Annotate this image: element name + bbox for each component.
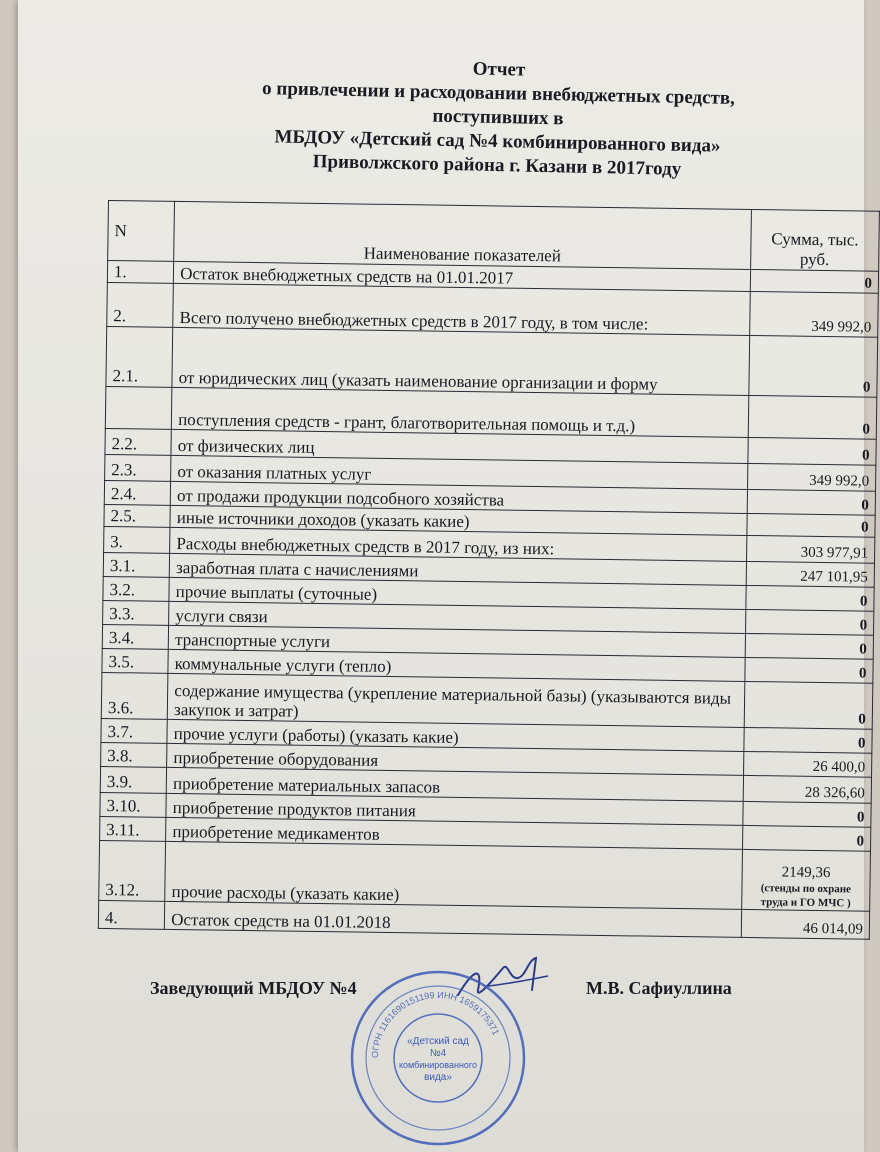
row-number: 4.: [98, 900, 165, 929]
title-line-1: Отчет: [472, 58, 526, 81]
seal-text-4: вида»: [424, 1072, 452, 1083]
row-number: 3.4.: [102, 624, 169, 649]
seal-text-1: «Детский сад: [407, 1036, 469, 1047]
row-amount: 0: [745, 657, 873, 683]
row-amount: 247 101,95: [746, 561, 874, 587]
table-header-row: [108, 201, 880, 272]
row-amount: [742, 849, 871, 911]
row-indicator-name: иные источники доходов (указать какие): [170, 505, 747, 535]
row-indicator-name: Остаток средств на 01.01.2018: [165, 901, 742, 937]
row-number: 3.3.: [103, 600, 170, 625]
row-amount: 0: [745, 609, 873, 635]
header-sum: Сумма, тыс. руб.: [750, 209, 879, 271]
row-amount: 0: [747, 489, 875, 515]
row-amount: 28 326,60: [743, 775, 872, 803]
row-amount: 0: [747, 513, 875, 537]
row-indicator-name: услуги связи: [169, 601, 746, 633]
row-amount: 0: [750, 269, 878, 293]
title-line-3: поступивших в: [432, 105, 564, 130]
row-number: 2.5.: [104, 504, 171, 527]
row-amount: 46 014,09: [741, 909, 870, 939]
seal-text-3: комбинированного: [398, 1060, 478, 1070]
row-amount: 303 977,91: [746, 535, 875, 563]
row-indicator-name: Остаток внебюджетных средств на 01.01.2017: [174, 261, 751, 291]
document-page: [18, 0, 873, 1152]
title-line-5: Приволжского района г. Казани в 2017году: [312, 151, 682, 180]
row-number: 3.: [104, 526, 171, 553]
row-indicator-name: Расходы внебюджетных средств в 2017 году, из них:: [170, 527, 747, 561]
row-amount: 0: [748, 395, 877, 439]
row-indicator-name: прочие услуги (работы) (указать какие): [167, 719, 744, 751]
row-number: 3.5.: [102, 648, 169, 673]
title-line-2: о привлечении и расходовании внебюджетных средств,: [261, 78, 736, 109]
row-indicator-name: приобретение продуктов питания: [166, 793, 743, 825]
row-number: 3.8.: [101, 742, 168, 767]
row-indicator-name: приобретение оборудования: [167, 743, 744, 775]
signatory-position: Заведующий МБДОУ №4: [150, 978, 357, 998]
row-amount: 0: [744, 727, 872, 753]
row-number: 3.11.: [100, 816, 167, 841]
row-amount: 0: [746, 585, 874, 611]
header-name: Наименование показателей: [174, 201, 751, 269]
row-amount: 0: [742, 825, 870, 851]
row-indicator-name: от физических лиц: [171, 429, 748, 463]
row-number: 3.6.: [101, 672, 168, 719]
row-number: 3.10.: [100, 792, 167, 817]
row-amount: 349 992,0: [747, 463, 876, 491]
row-number: [105, 386, 172, 429]
row-indicator-name: приобретение медикаментов: [166, 817, 743, 849]
row-number: 2.2.: [105, 428, 172, 455]
row-indicator-name: транспортные услуги: [168, 625, 745, 657]
row-amount: 0: [748, 437, 877, 465]
table-row: [99, 840, 871, 911]
row-indicator-name: от продажи продукции подсобного хозяйства: [170, 481, 747, 513]
row-number: 2.4.: [104, 480, 171, 505]
row-indicator-name: от оказания платных услуг: [171, 455, 748, 489]
row-number: 2.3.: [105, 454, 172, 481]
report-table: [98, 200, 880, 940]
row-amount: 0: [743, 801, 871, 827]
table-row: [106, 326, 878, 397]
row-number: 3.9.: [100, 766, 167, 793]
row-amount-note: (стенды по охране труда и ГО МЧС ): [760, 882, 852, 910]
official-seal: [348, 968, 528, 1148]
seal-ring-text: ОГРН 1161690151199 ИНН 1659175371: [369, 989, 502, 1059]
row-amount: 0: [749, 335, 878, 397]
row-indicator-name: приобретение материальных запасов: [166, 767, 743, 801]
row-indicator-name: заработная плата с начислениями: [169, 553, 746, 585]
row-indicator-name: коммунальные услуги (тепло): [168, 649, 745, 681]
row-indicator-name: прочие выплаты (суточные): [169, 577, 746, 609]
row-number: 3.7.: [101, 718, 168, 743]
row-number: 3.1.: [103, 552, 170, 577]
row-amount: 349 992,0: [750, 291, 879, 337]
row-amount: 0: [744, 681, 873, 729]
row-number: 3.12.: [99, 840, 166, 901]
row-number: 3.2.: [103, 576, 170, 601]
row-number: 2.1.: [106, 326, 173, 387]
row-indicator-name: поступления средств - грант, благотворительная помощь и т.д.): [172, 387, 749, 437]
row-indicator-name: содержание имущества (укрепление материальной базы) (указываются виды закупок и затрат): [167, 673, 744, 727]
header-num: N: [108, 201, 175, 262]
row-indicator-name: от юридических лиц (указать наименование организации и форму: [172, 327, 749, 395]
title-line-4: МБДОУ «Детский сад №4 комбинированного вида»: [274, 126, 721, 157]
row-indicator-name: прочие расходы (указать какие): [165, 841, 742, 909]
row-number: 2.: [107, 282, 174, 327]
row-indicator-name: Всего получено внебюджетных средств в 2017 году, в том числе:: [173, 283, 750, 335]
signatory-name: М.В. Сафиуллина: [586, 978, 732, 998]
row-amount-value: 2149,36: [781, 864, 831, 882]
row-amount: 26 400,0: [743, 751, 871, 777]
row-amount: 0: [745, 633, 873, 659]
report-title: [137, 50, 859, 185]
seal-text-2: №4: [429, 1048, 447, 1059]
row-number: 1.: [107, 261, 174, 284]
